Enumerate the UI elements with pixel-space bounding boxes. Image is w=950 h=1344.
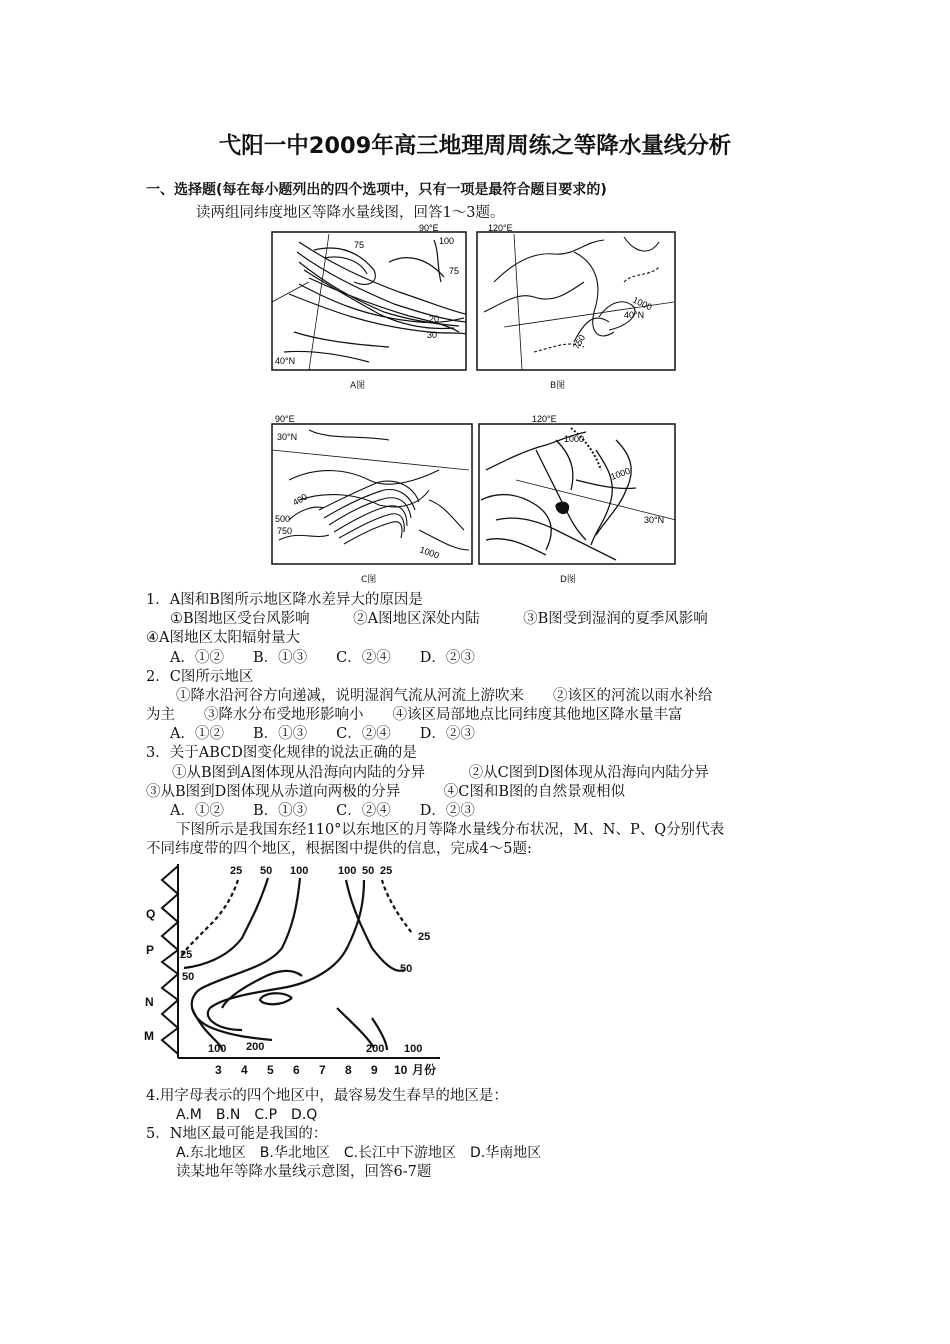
map-a-label: 75 — [354, 240, 365, 250]
page-title: 弋阳一中2009年高三地理周周练之等降水量线分析 — [218, 133, 732, 159]
chart-right-label: 25 — [418, 931, 431, 943]
region-label-q: Q — [146, 907, 156, 921]
chart-top-label: 100 — [290, 865, 309, 877]
map-d — [476, 410, 678, 568]
map-d-lat: 30°N — [644, 515, 665, 525]
chart-top-label: 25 — [230, 865, 243, 877]
map-d-label: 1000 — [609, 465, 632, 482]
chart-top-label: 50 — [260, 865, 273, 877]
map-c-lat: 30°N — [277, 432, 298, 442]
map-d-label: 1000 — [564, 434, 585, 444]
intro3: 读某地年等降水量线示意图，回答6-7题 — [176, 1164, 432, 1180]
chart-bottom-label: 200 — [366, 1043, 385, 1055]
q1-line2: ④A图地区太阳辐射量大 — [146, 630, 300, 646]
q1-options: A．①② B．①③ C．②④ D．②③ — [170, 650, 475, 666]
map-c-label: 400 — [291, 491, 310, 508]
intro2-line2: 不同纬度带的四个地区，根据图中提供的信息，完成4～5题: — [146, 841, 532, 857]
month-tick: 7 — [319, 1063, 326, 1077]
region-label-n: N — [145, 995, 154, 1009]
map-a-label: 20 — [429, 314, 440, 324]
month-tick: 3 — [215, 1063, 222, 1077]
map-d-caption: D图 — [560, 575, 576, 585]
q3-line1: ①从B图到A图体现从沿海向内陆的分异 ②从C图到D图体现从沿海向内陆分异 — [172, 765, 709, 781]
chart-bottom-label: 200 — [246, 1041, 265, 1053]
map-c-label: 500 — [275, 514, 291, 524]
map-b-label: 1000 — [631, 294, 654, 313]
q5-stem: 5．N地区最可能是我国的： — [146, 1126, 328, 1142]
map-a — [269, 222, 469, 374]
map-d-lon: 120°E — [532, 414, 557, 424]
q3-options: A．①② B．①③ C．②④ D．②③ — [170, 803, 475, 819]
month-tick: 5 — [267, 1063, 274, 1077]
month-tick: 8 — [345, 1063, 352, 1077]
map-b-label: 750 — [571, 332, 588, 351]
q2-stem: 2．C图所示地区 — [146, 669, 254, 685]
month-tick: 10 — [394, 1063, 408, 1077]
chart-top-label: 25 — [380, 865, 393, 877]
chart-bottom-label: 100 — [404, 1043, 423, 1055]
chart-right-label: 50 — [400, 963, 413, 975]
map-b-caption: B图 — [550, 381, 566, 391]
month-unit: 月份 — [412, 1063, 437, 1077]
map-a-label: 75 — [449, 266, 460, 276]
map-a-lon: 90°E — [419, 223, 439, 233]
map-c-caption: C图 — [361, 575, 377, 585]
precip-chart — [142, 858, 442, 1080]
chart-top-label: 100 — [338, 865, 357, 877]
q5-options: A.东北地区 B.华北地区 C.长江中下游地区 D.华南地区 — [176, 1145, 542, 1161]
map-c-label: 1000 — [418, 544, 441, 561]
map-c — [269, 410, 475, 568]
region-label-m: M — [144, 1029, 154, 1043]
map-a-label: 100 — [439, 236, 455, 246]
q4-stem: 4.用字母表示的四个地区中，最容易发生春旱的地区是： — [146, 1088, 508, 1104]
q2-line2: 为主 ③降水分布受地形影响小 ④该区局部地点比同纬度其他地区降水量丰富 — [146, 707, 683, 723]
map-b — [474, 222, 678, 374]
q4-options: A.M B.N C.P D.Q — [176, 1107, 318, 1123]
map-b-lon: 120°E — [488, 223, 513, 233]
map-c-label: 750 — [277, 526, 293, 536]
chart-left-label: 25 — [180, 949, 193, 961]
region-label-p: P — [146, 943, 155, 957]
month-tick: 9 — [371, 1063, 378, 1077]
map-a-label: 30 — [427, 330, 438, 340]
intro-text-1: 读两组同纬度地区等降水量线图，回答1～3题。 — [196, 205, 505, 221]
chart-bottom-label: 100 — [208, 1043, 227, 1055]
section-heading: 一、选择题(每在每小题列出的四个选项中，只有一项是最符合题目要求的) — [146, 182, 607, 198]
map-a-lat: 40°N — [275, 356, 296, 366]
map-a-caption: A图 — [350, 381, 366, 391]
q3-stem: 3．关于ABCD图变化规律的说法正确的是 — [146, 745, 417, 761]
chart-left-label: 50 — [182, 971, 195, 983]
q2-line1: ①降水沿河谷方向递减，说明湿润气流从河流上游吹来 ②该区的河流以雨水补给 — [176, 688, 713, 704]
chart-top-label: 50 — [362, 865, 375, 877]
q1-stem: 1．A图和B图所示地区降水差异大的原因是 — [146, 592, 423, 608]
map-c-lon: 90°E — [275, 414, 295, 424]
map-b-lat: 40°N — [624, 310, 645, 320]
q2-options: A．①② B．①③ C．②④ D．②③ — [170, 726, 475, 742]
month-tick: 6 — [293, 1063, 300, 1077]
q3-line2: ③从B图到D图体现从赤道向两极的分异 ④C图和B图的自然景观相似 — [146, 784, 626, 800]
month-tick: 4 — [241, 1063, 248, 1077]
intro2-line1: 下图所示是我国东经110°以东地区的月等降水量线分布状况，M、N、P、Q分别代表 — [176, 822, 725, 838]
q1-line1: ①B图地区受台风影响 ②A图地区深处内陆 ③B图受到湿润的夏季风影响 — [170, 611, 708, 627]
